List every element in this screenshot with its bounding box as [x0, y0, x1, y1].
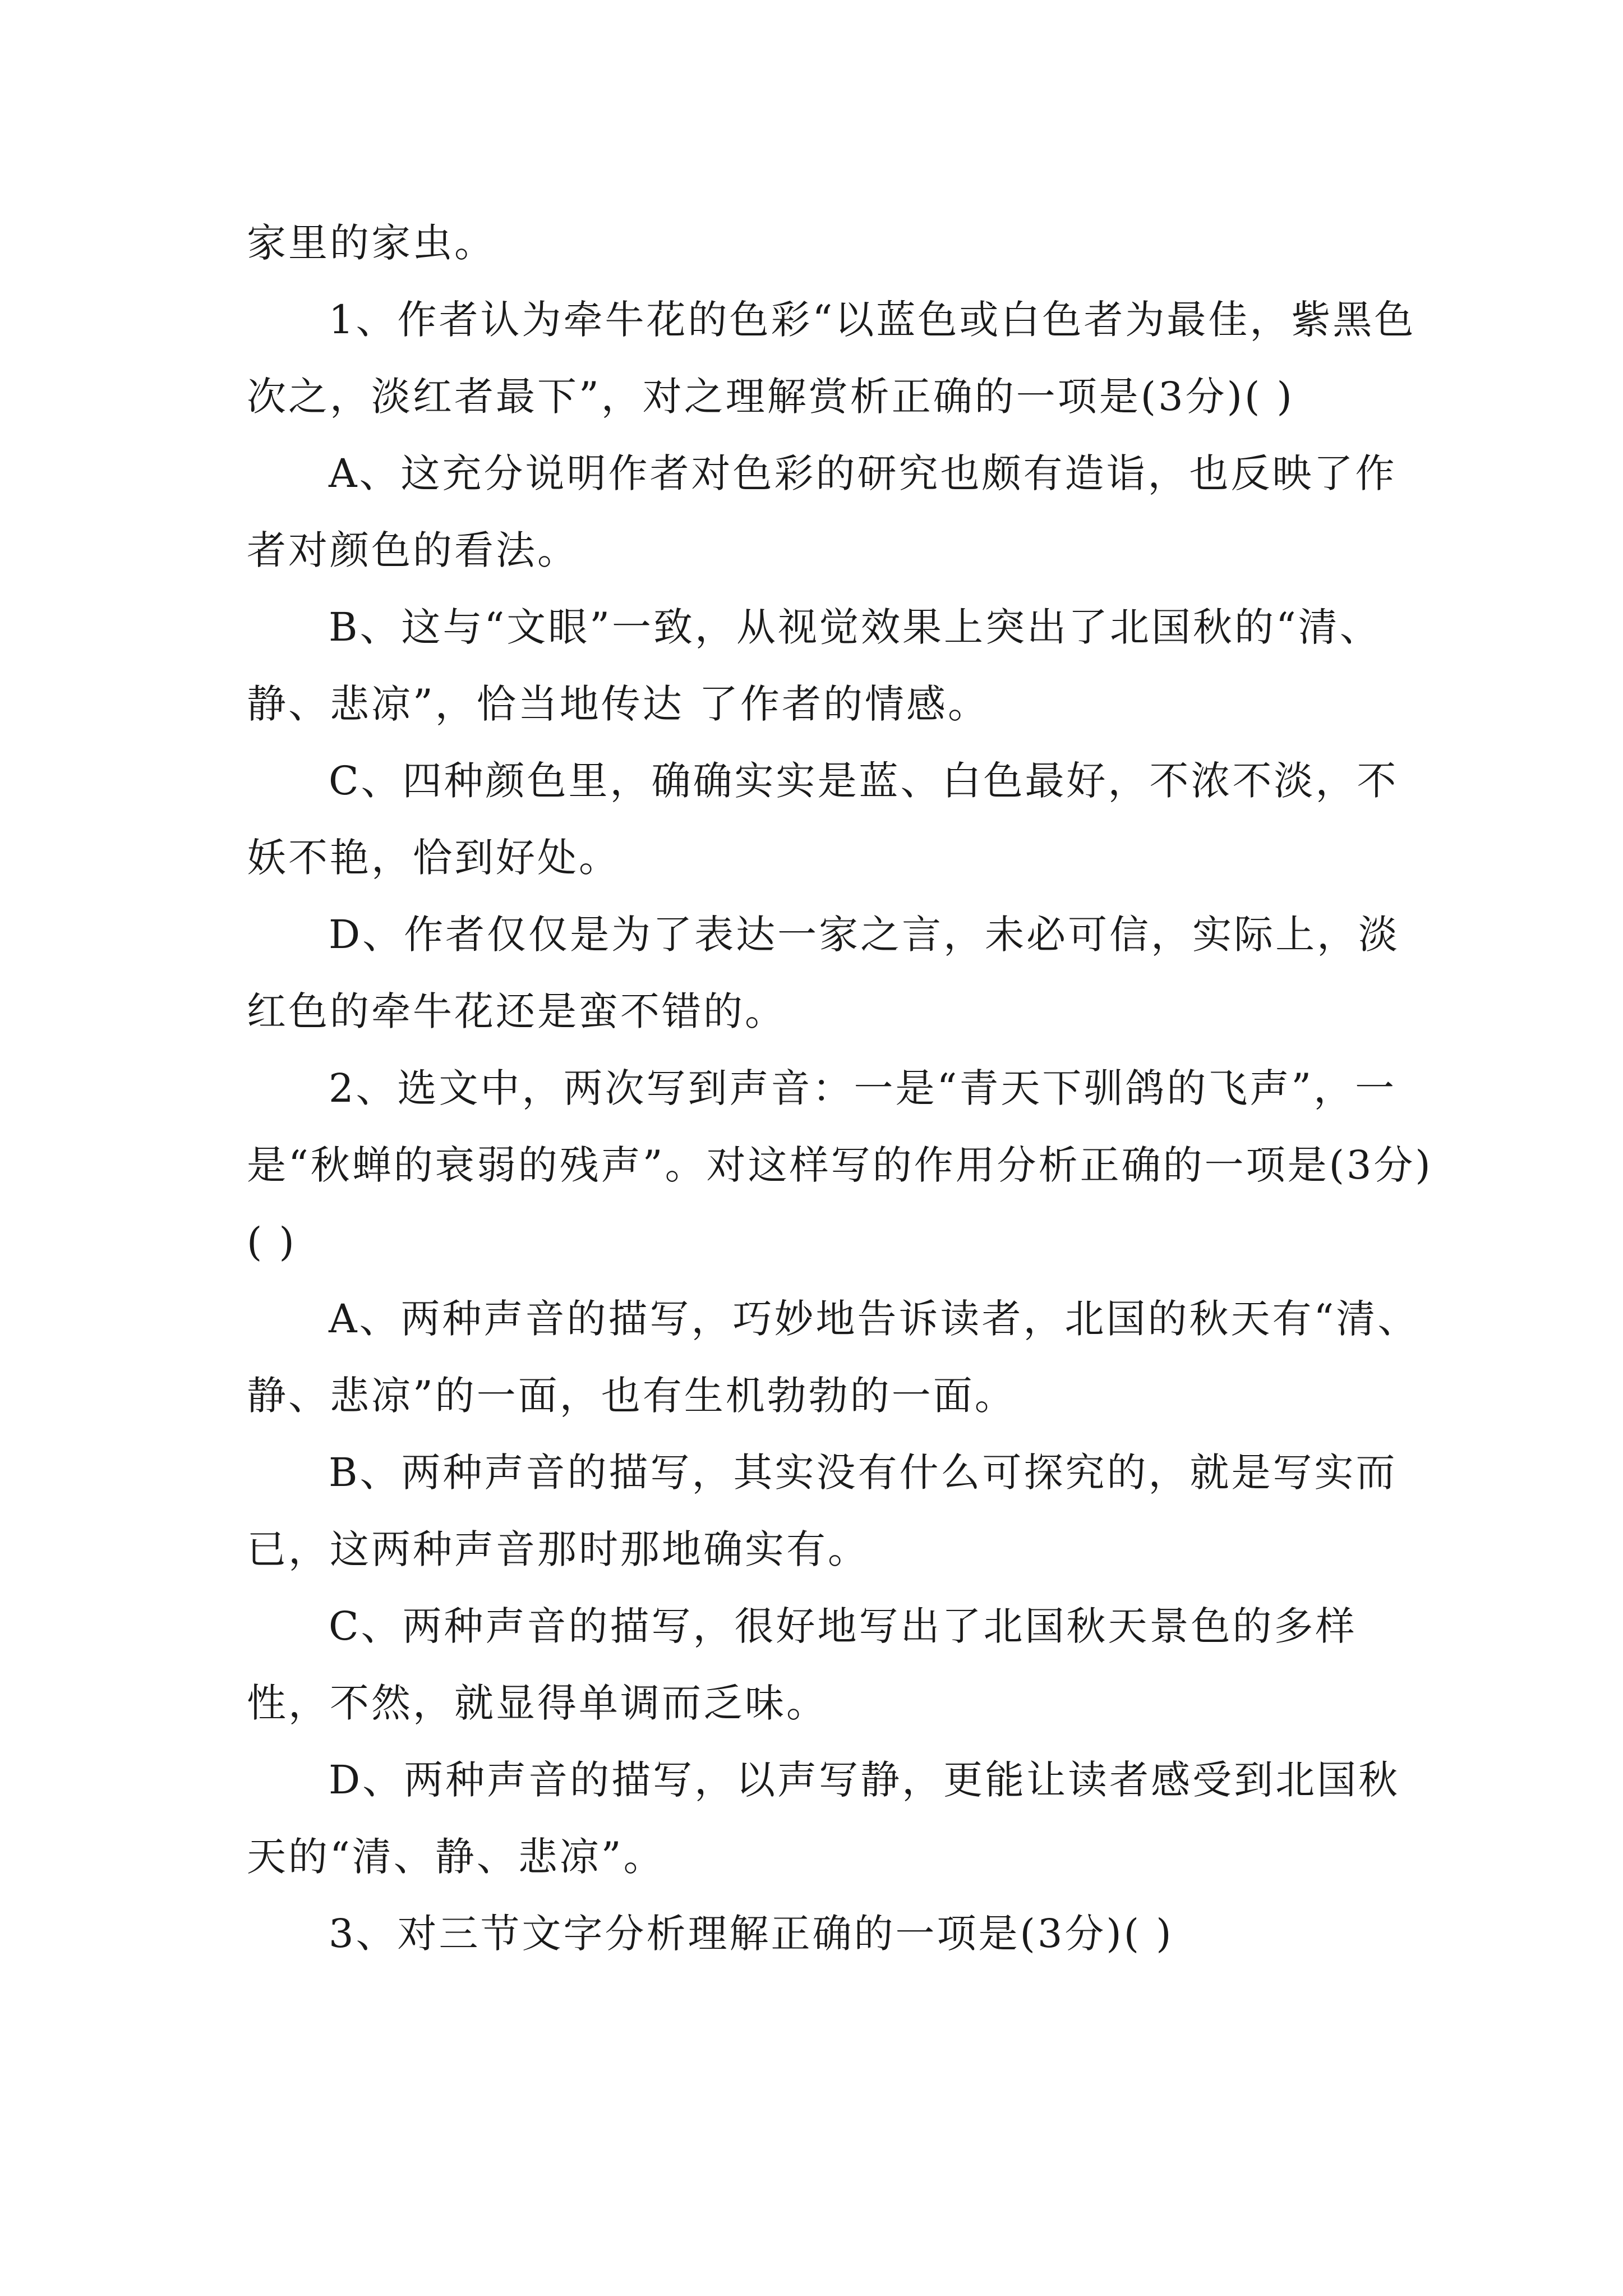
question-1-option-b: B、这与“文眼”一致，从视觉效果上突出了北国秋的“清、静、悲凉”，恰当地传达 了作者的情感。	[247, 604, 1381, 727]
document-body	[247, 205, 1436, 1972]
question-3-stem: 3、对三节文字分析理解正确的一项是(3分)( )	[329, 1911, 1174, 1957]
question-1-option-a: A、这充分说明作者对色彩的研究也颇有造诣，也反映了作者对颜色的看法。	[247, 450, 1397, 573]
question-1-stem: 1、作者认为牵牛花的色彩“以蓝色或白色者为最佳，紫黑色次之，淡红者最下”，对之理解赏析正确的一项是(3分)( )	[247, 297, 1416, 420]
question-1-option-c: C、四种颜色里，确确实实是蓝、白色最好，不浓不淡，不妖不艳，恰到好处。	[247, 758, 1399, 881]
question-2-stem: 2、选文中，两次写到声音：一是“青天下驯鸽的飞声”，一是“秋蝉的衰弱的残声”。对这样写的作用分析正确的一项是(3分)( )	[247, 1065, 1433, 1265]
question-2-option-b: B、两种声音的描写，其实没有什么可探究的，就是写实而已，这两种声音那时那地确实有。	[247, 1450, 1398, 1572]
question-2-option-d: D、两种声音的描写，以声写静，更能让读者感受到北国秋天的“清、静、悲凉”。	[247, 1757, 1400, 1880]
question-1-option-d: D、作者仅仅是为了表达一家之言，未必可信，实际上，淡红色的牵牛花还是蛮不错的。	[247, 912, 1400, 1034]
question-2-option-a: A、两种声音的描写，巧妙地告诉读者，北国的秋天有“清、静、悲凉”的一面，也有生机勃勃的一面。	[247, 1296, 1419, 1419]
paragraph-continuation: 家里的家虫。	[247, 220, 496, 266]
question-2-option-c: C、两种声音的描写，很好地写出了北国秋天景色的多样性，不然，就显得单调而乏味。	[247, 1603, 1357, 1726]
